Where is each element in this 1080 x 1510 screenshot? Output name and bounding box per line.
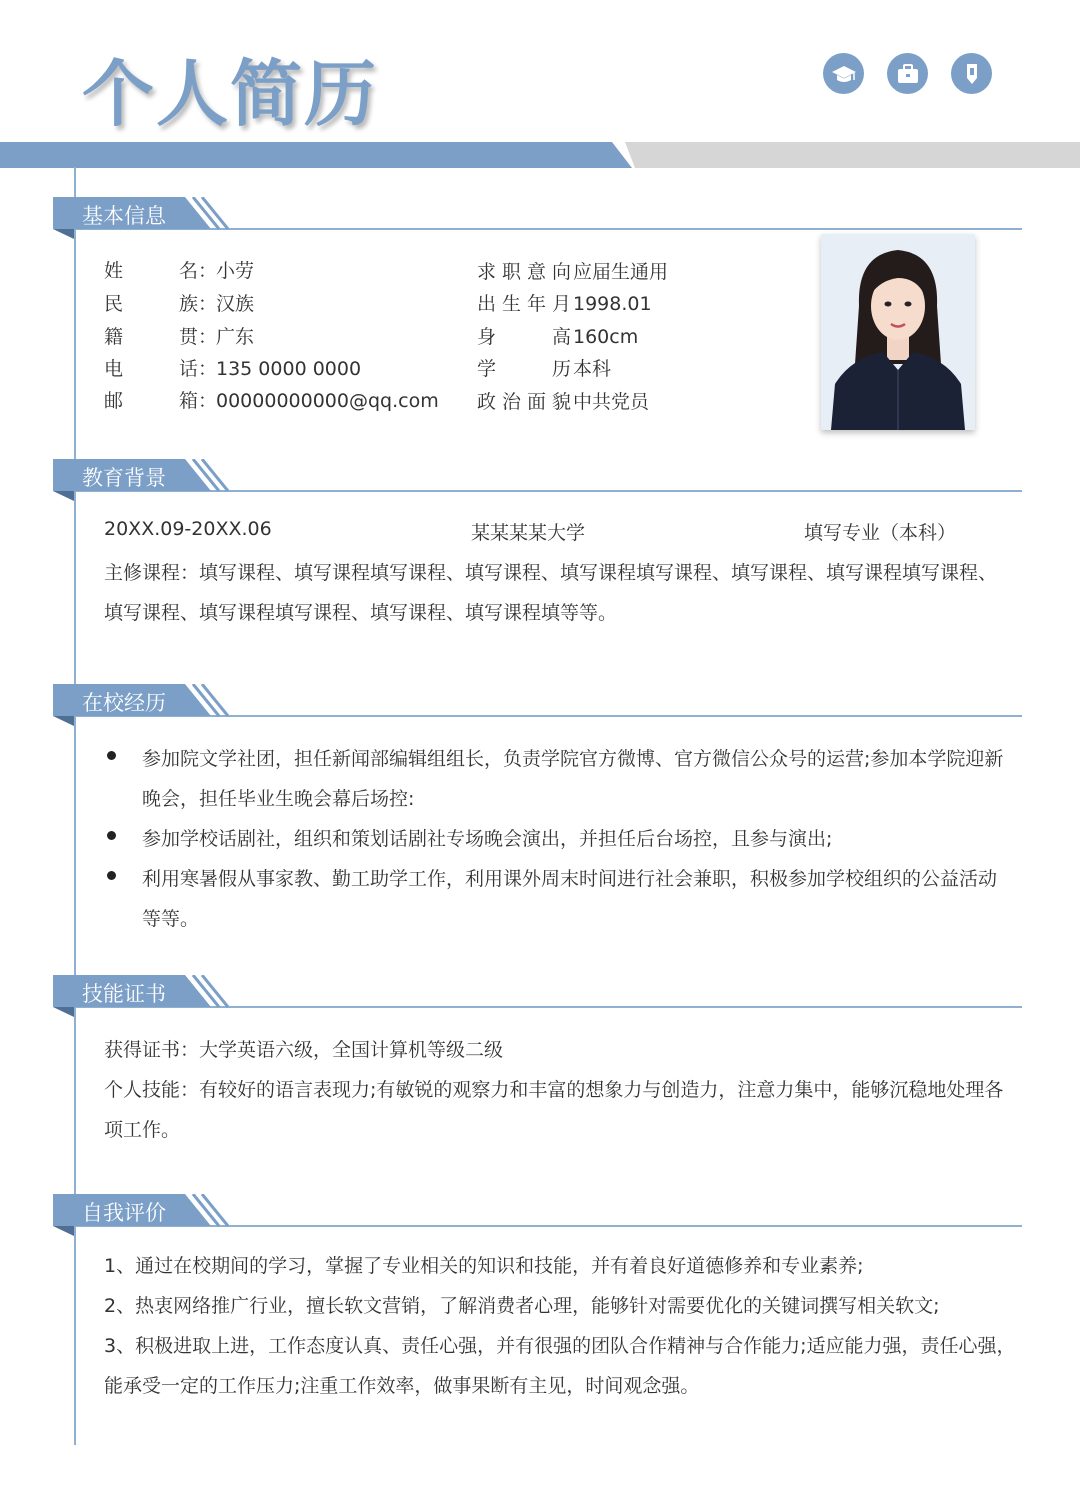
section-header-education [53, 459, 233, 495]
header-icons [823, 53, 992, 94]
info-email: 邮箱：00000000000@qq.com [104, 390, 439, 412]
graduation-cap-icon [823, 53, 864, 94]
section-title: 技能证书 [82, 982, 166, 1006]
info-name: 姓名：小劳 [104, 260, 255, 282]
education-major: 填写专业（本科） [804, 522, 957, 544]
page-title: 个人简历 [82, 52, 379, 136]
campus-item: 参加学校话剧社，组织和策划话剧社专场晚会演出，并担任后台场控，且参与演出; [142, 828, 833, 850]
self-eval-item-cont: 能承受一定的工作压力;注重工作效率，做事果断有主见，时间观念强。 [104, 1375, 700, 1397]
pen-icon [951, 53, 992, 94]
skills-certificates: 获得证书：大学英语六级，全国计算机等级二级 [104, 1039, 504, 1061]
section-header-self [53, 1194, 233, 1230]
section-header-campus [53, 684, 233, 720]
section-header-basic [53, 197, 233, 233]
info-height: 身高 160cm [477, 326, 639, 348]
skills-personal-cont: 项工作。 [104, 1119, 181, 1141]
campus-item-cont: 等等。 [142, 908, 200, 930]
education-courses-cont: 填写课程、填写课程填写课程、填写课程、填写课程填等等。 [104, 602, 618, 624]
info-hometown: 籍贯：广东 [104, 326, 255, 348]
section-title: 基本信息 [82, 204, 166, 228]
section-title: 自我评价 [82, 1201, 166, 1225]
section-title: 在校经历 [82, 691, 166, 715]
campus-item: 参加院文学社团，担任新闻部编辑组组长，负责学院官方微博、官方微信公众号的运营;参加本学院迎新 [142, 748, 1004, 770]
info-politics: 政治面貌 中共党员 [477, 391, 650, 413]
section-header-skills [53, 975, 233, 1011]
profile-photo [821, 234, 975, 430]
info-job-intent: 求职意向 应届生通用 [477, 261, 669, 283]
campus-item-cont: 晚会，担任毕业生晚会幕后场控: [142, 788, 415, 810]
campus-item: 利用寒暑假从事家教、勤工助学工作，利用课外周末时间进行社会兼职，积极参加学校组织的公益活动 [142, 868, 998, 890]
section-title: 教育背景 [82, 466, 166, 490]
info-degree: 学历 本科 [477, 358, 612, 380]
self-eval-item: 3、积极进取上进，工作态度认真、责任心强，并有很强的团队合作精神与合作能力;适应能力强，责任心强， [104, 1335, 1016, 1357]
education-school: 某某某某大学 [471, 522, 586, 544]
education-courses: 主修课程：填写课程、填写课程填写课程、填写课程、填写课程填写课程、填写课程、填写课程填写课程、 [104, 562, 998, 584]
bullet-dot [107, 751, 116, 760]
education-period: 20XX.09-20XX.06 [104, 518, 272, 540]
info-birth: 出生年月 1998.01 [477, 293, 652, 315]
self-eval-item: 1、通过在校期间的学习，掌握了专业相关的知识和技能，并有着良好道德修养和专业素养; [104, 1255, 864, 1277]
skills-personal: 个人技能：有较好的语言表现力;有敏锐的观察力和丰富的想象力与创造力，注意力集中，能够沉稳地处理各 [104, 1079, 1004, 1101]
header-band [0, 142, 1080, 168]
timeline-line [74, 167, 76, 1445]
briefcase-icon [887, 53, 928, 94]
self-eval-item: 2、热衷网络推广行业，擅长软文营销，了解消费者心理，能够针对需要优化的关键词撰写相关软文; [104, 1295, 940, 1317]
bullet-dot [107, 831, 116, 840]
bullet-dot [107, 871, 116, 880]
info-phone: 电话：135 0000 0000 [104, 358, 362, 380]
info-ethnicity: 民族：汉族 [104, 293, 255, 315]
